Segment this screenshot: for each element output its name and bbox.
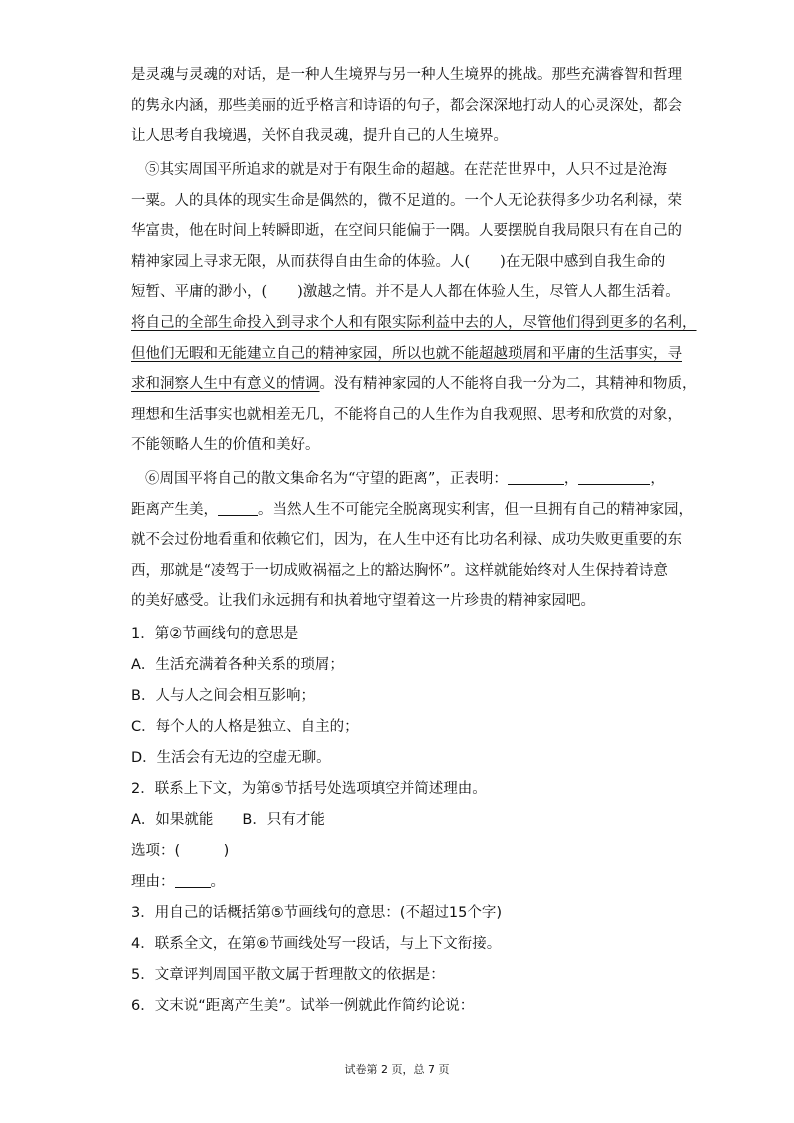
option-d[interactable]: D．生活会有无边的空虚无聊。	[131, 750, 331, 766]
passage-paragraph-4	[131, 60, 682, 152]
text-line: 理想和生活事实也就相差无几，不能将自己的人生作为自我观照、思考和欣赏的对象，	[131, 406, 682, 423]
question-3: 3．用自己的话概括第⑤节画线句的意思：(不超过15个字)	[131, 905, 502, 921]
text-line: 求和洞察人生中有意义的情调。没有精神家园的人不能将自我一分为二，其精神和物质，	[131, 376, 697, 393]
question-6: 6．文末说“距离产生美”。试举一例就此作简约论说：	[131, 998, 475, 1014]
underlined-sentence: 将自己的全部生命投入到寻求个人和有限实际利益中去的人，尽管他们得到更多的名利，	[131, 314, 697, 331]
page-footer: 试卷第 2 页，总 7 页	[344, 1063, 450, 1076]
text-line: 不能领略人生的价值和美好。	[131, 437, 320, 454]
answer-blank[interactable]	[175, 872, 211, 888]
question-1: 1．第②节画线句的意思是	[131, 626, 299, 642]
option-c[interactable]: C．每个人的人格是独立、自主的；	[131, 719, 359, 735]
question-2: 2．联系上下文，为第⑤节括号处选项填空并简述理由。	[131, 781, 487, 797]
option-a[interactable]: A．生活充满着各种关系的琐屑；	[131, 657, 344, 673]
question-2-choice[interactable]: 选项：( )	[131, 843, 230, 859]
passage-paragraph-5	[131, 155, 697, 461]
text-line: 精神家园上寻求无限，从而获得自由生命的体验。人( )在无限中感到自我生命的	[131, 253, 666, 270]
text-line: ⑥周国平将自己的散文集命名为“守望的距离”，正表明： ， ，	[145, 471, 665, 487]
underlined-sentence: 但他们无暇和无能建立自己的精神家园，所以也就不能超越琐屑和平庸的生活事实，寻	[131, 345, 682, 362]
text-line: 距离产生美， 。当然人生不可能完全脱离现实利害，但一旦拥有自己的精神家园，	[131, 501, 693, 518]
text-line: 的隽永内涵，那些美丽的近乎格言和诗语的句子，都会深深地打动人的心灵深处，都会	[131, 97, 682, 114]
text-line: 华富贵，他在时间上转瞬即逝，在空间只能偏于一隅。人要摆脱自我局限只有在自己的	[131, 223, 682, 240]
underlined-sentence: 求和洞察人生中有意义的情调	[131, 376, 320, 393]
text-line: 就不会过份地看重和依赖它们，因为，在人生中还有比功名利禄、成功失败更重要的东	[131, 532, 682, 549]
text-line: 的美好感受。让我们永远拥有和执着地守望着这一片珍贵的精神家园吧。	[131, 593, 595, 610]
text-line: 一粟。人的具体的现实生命是偶然的，微不足道的。一个人无论获得多少功名利禄，荣	[131, 192, 682, 209]
answer-blank[interactable]	[508, 469, 564, 485]
passage-paragraph-6	[131, 464, 693, 617]
question-2-reason: 理由： 。	[131, 874, 225, 890]
question-5: 5．文章评判周国平散文属于哲理散文的依据是：	[131, 967, 445, 983]
question-4: 4．联系全文，在第⑥节画线处写一段话，与上下文衔接。	[131, 936, 502, 952]
text-line: 是灵魂与灵魂的对话，是一种人生境界与另一种人生境界的挑战。那些充满睿智和哲理	[131, 67, 682, 83]
option-b[interactable]: B．人与人之间会相互影响；	[131, 688, 315, 704]
text-line: 短暂、平庸的渺小，( )激越之情。并不是人人都在体验人生，尽管人人都生活着。	[131, 284, 680, 301]
text-line: ⑤其实周国平所追求的就是对于有限生命的超越。在茫茫世界中，人只不过是沧海	[145, 162, 667, 178]
answer-blank[interactable]	[578, 469, 650, 485]
text-line: 让人思考自我境遇，关怀自我灵魂，提升自己的人生境界。	[131, 128, 508, 145]
question-2-options: A．如果就能 B．只有才能	[131, 812, 325, 828]
text-line: 西，那就是“凌驾于一切成败祸福之上的豁达胸怀”。这样就能始终对人生保持着诗意	[131, 562, 668, 579]
answer-blank[interactable]	[218, 500, 258, 516]
